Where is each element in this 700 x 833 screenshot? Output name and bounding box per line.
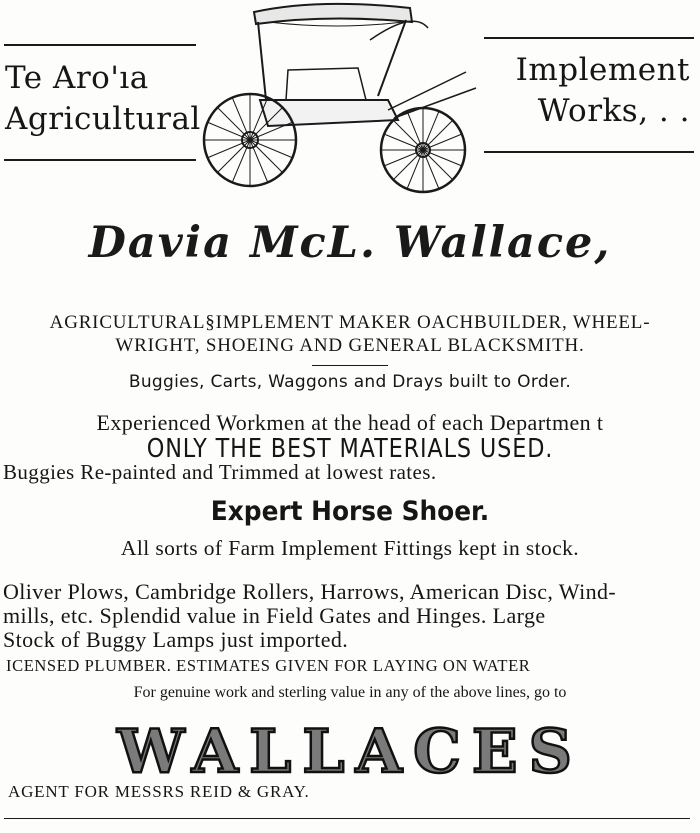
fittings-line: All sorts of Farm Implement Fittings kept in stock. [120,536,580,560]
horse-shoer-line: Expert Horse Shoer. [210,496,490,527]
stock-paragraph [3,580,697,652]
header-left-line2: Agricultural [5,101,201,137]
genuine-work-line: For genuine work and sterling value in any of the above lines, go to [133,684,567,701]
buggy-carriage-illustration [198,0,480,200]
proprietor-name: Davia McL. Wallace, [88,218,612,268]
stock-line-3: Stock of Buggy Lamps just imported. [3,627,349,652]
trades-line-1: AGRICULTURAL§IMPLEMENT MAKER OACHBUILDER, WHEEL- [49,312,651,333]
bottom-rule [4,818,690,819]
header-rule-left-bottom [4,159,196,161]
stock-line-2: mills, etc. Splendid value in Field Gates and Hinges. Large [3,603,546,628]
stock-line-1: Oliver Plows, Cambridge Rollers, Harrows, American Disc, Wind- [3,579,617,604]
built-to-order: Buggies, Carts, Waggons and Drays built to Order. [128,372,572,392]
materials-line: ONLY THE BEST MATERIALS USED. [146,434,554,464]
header-right [484,50,690,132]
divider-rule [312,365,388,366]
header-left-line1: Te Aro'ıa [5,60,149,96]
wallaces-banner: WALLACES [117,717,583,787]
plumber-line: ICENSED PLUMBER. ESTIMATES GIVEN FOR LAYING ON WATER [6,656,531,675]
header-rule-right-top [484,37,694,39]
agent-line: AGENT FOR MESSRS REID & GRAY. [8,782,310,801]
header-left [5,58,205,140]
workmen-line: Experienced Workmen at the head of each Departmen t [96,410,604,435]
header-rule-right-bottom [484,151,694,153]
header-right-line2: Works, . . [537,93,690,129]
header-right-line1: Implement [515,52,690,88]
repainted-line: Buggies Re-painted and Trimmed at lowest rates. [3,460,437,484]
trades-line-2: WRIGHT, SHOEING AND GENERAL BLACKSMITH. [115,335,585,356]
header-rule-left-top [4,44,196,46]
